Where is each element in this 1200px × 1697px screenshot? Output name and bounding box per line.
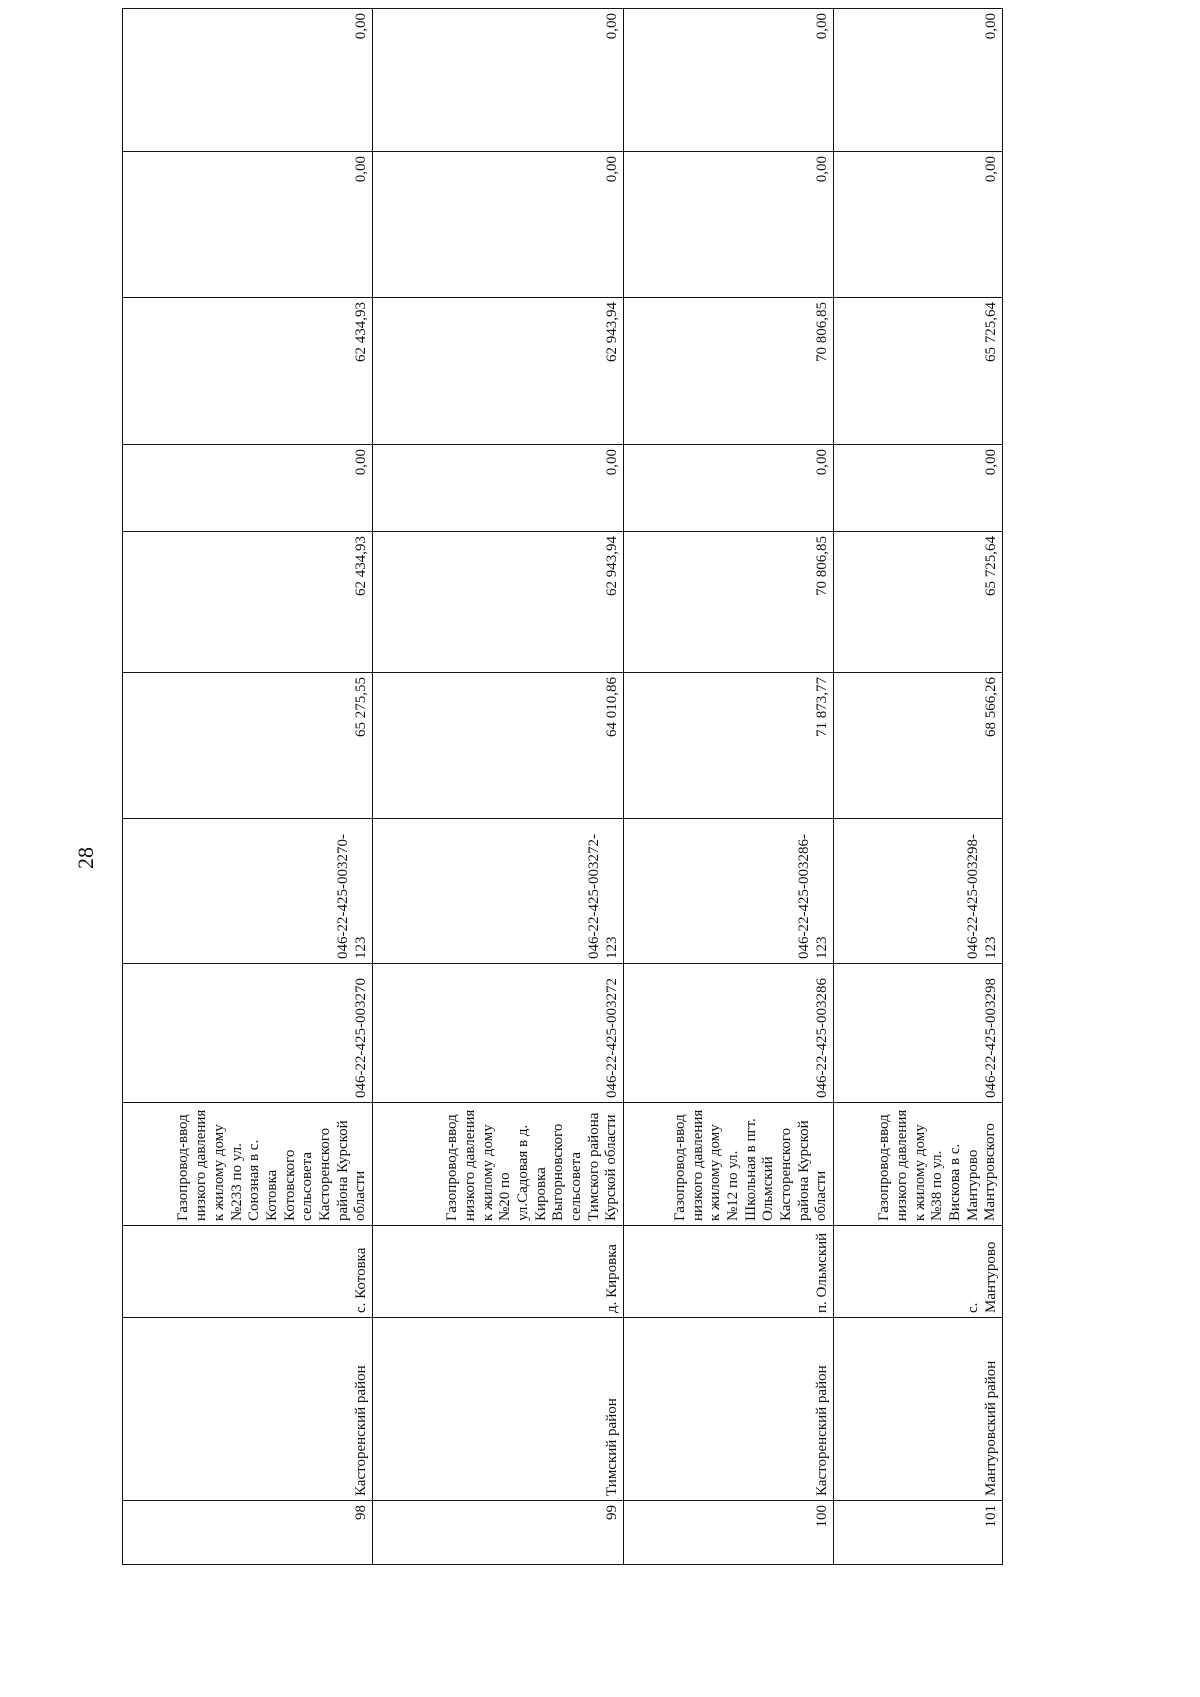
district-cell: Тимский район (373, 1318, 624, 1501)
code-cell: 046-22-425-003270 (123, 964, 373, 1103)
table-row (624, 9, 834, 1565)
amount-1-cell: 64 010,86 (373, 673, 624, 819)
amount-3-cell: 0,00 (123, 445, 373, 532)
locality-cell: п. Ольмский (624, 1226, 834, 1318)
district-cell: Касторенский район (624, 1318, 834, 1501)
code-cell: 046-22-425-003286 (624, 964, 834, 1103)
amount-2-cell: 62 943,94 (373, 532, 624, 673)
amount-5-cell: 0,00 (624, 152, 834, 298)
amount-1-cell: 71 873,77 (624, 673, 834, 819)
amount-3-cell: 0,00 (373, 445, 624, 532)
rotated-table-container (122, 13, 1002, 1565)
amount-4-cell: 62 943,94 (373, 298, 624, 445)
amount-4-cell: 62 434,93 (123, 298, 373, 445)
locality-cell: д. Кировка (373, 1226, 624, 1318)
locality-cell: с. Котовка (123, 1226, 373, 1318)
table-row (123, 9, 373, 1565)
row-index: 98 (123, 1501, 373, 1565)
district-cell: Мантуровский район (834, 1318, 1003, 1501)
amount-6-cell: 0,00 (624, 9, 834, 152)
row-index: 100 (624, 1501, 834, 1565)
district-cell: Касторенский район (123, 1318, 373, 1501)
amount-4-cell: 65 725,64 (834, 298, 1003, 445)
amount-1-cell: 68 566,26 (834, 673, 1003, 819)
amount-5-cell: 0,00 (373, 152, 624, 298)
code-full-cell: 046-22-425-003286-123 (624, 819, 834, 964)
row-index: 99 (373, 1501, 624, 1565)
object-cell: Газопровод-ввод низкого давления к жилому дому №38 по ул. Вискова в с. Мантурово Мантуровского (834, 1103, 1003, 1226)
amount-4-cell: 70 806,85 (624, 298, 834, 445)
amount-6-cell: 0,00 (834, 9, 1003, 152)
object-cell: Газопровод-ввод низкого давления к жилому дому №233 по ул. Союзная в с. Котовка Котовского сельсовета Касторенского района Курской области (123, 1103, 373, 1226)
code-full-cell: 046-22-425-003272-123 (373, 819, 624, 964)
code-cell: 046-22-425-003298 (834, 964, 1003, 1103)
amount-6-cell: 0,00 (123, 9, 373, 152)
code-cell: 046-22-425-003272 (373, 964, 624, 1103)
code-full-cell: 046-22-425-003270-123 (123, 819, 373, 964)
table-row (373, 9, 624, 1565)
amount-2-cell: 62 434,93 (123, 532, 373, 673)
amount-3-cell: 0,00 (834, 445, 1003, 532)
object-cell: Газопровод-ввод низкого давления к жилому дому №20 по ул.Садовая в д. Кировка Выгорновского сельсовета Тимского района Курской области (373, 1103, 624, 1226)
amount-6-cell: 0,00 (373, 9, 624, 152)
locality-cell: с. Мантурово (834, 1226, 1003, 1318)
amount-1-cell: 65 275,55 (123, 673, 373, 819)
table-row (834, 9, 1003, 1565)
amount-5-cell: 0,00 (834, 152, 1003, 298)
object-cell: Газопровод-ввод низкого давления к жилому дому №12 по ул. Школьная в пгт. Ольмский Касторенского района Курской области (624, 1103, 834, 1226)
budget-table (122, 8, 1003, 1565)
amount-5-cell: 0,00 (123, 152, 373, 298)
amount-2-cell: 65 725,64 (834, 532, 1003, 673)
code-full-cell: 046-22-425-003298-123 (834, 819, 1003, 964)
page-number: 28 (73, 847, 98, 869)
amount-3-cell: 0,00 (624, 445, 834, 532)
amount-2-cell: 70 806,85 (624, 532, 834, 673)
row-index: 101 (834, 1501, 1003, 1565)
